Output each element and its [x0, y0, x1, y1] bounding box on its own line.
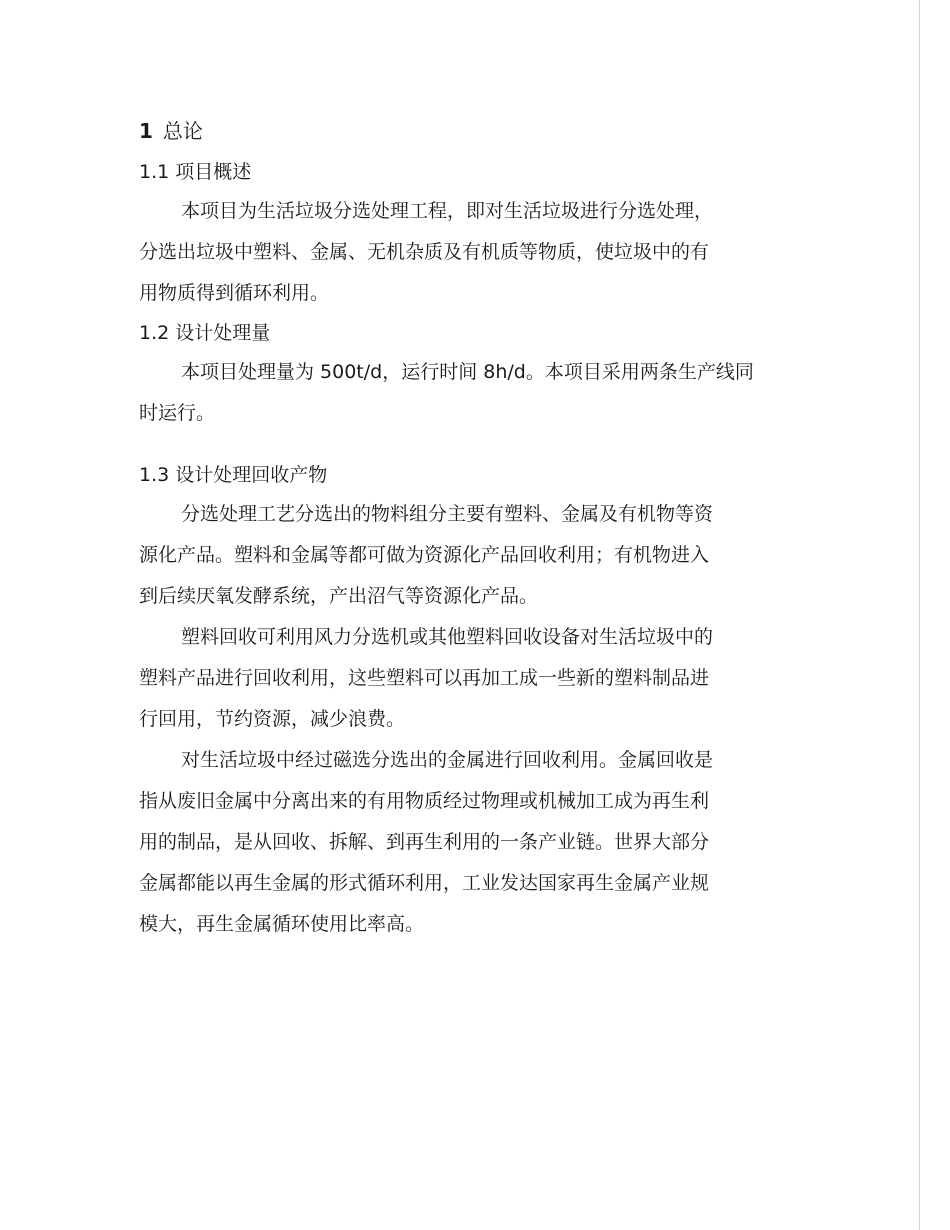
paragraph-line: 分选出垃圾中塑料、金属、无机杂质及有机质等物质，使垃圾中的有	[139, 241, 710, 263]
paragraph-line: 塑料回收可利用风力分选机或其他塑料回收设备对生活垃圾中的	[181, 626, 714, 648]
paragraph-line: 本项目为生活垃圾分选处理工程，即对生活垃圾进行分选处理，	[181, 200, 714, 222]
paragraph-line: 本项目处理量为 500t/d，运行时间 8h/d。本项目采用两条生产线同	[181, 361, 754, 383]
paragraph-project-overview	[139, 191, 819, 314]
chapter-number: 1	[139, 119, 153, 143]
document-body	[139, 113, 819, 945]
paragraph-line: 对生活垃圾中经过磁选分选出的金属进行回收利用。金属回收是	[181, 749, 714, 771]
paragraph-line: 用的制品，是从回收、拆解、到再生利用的一条产业链。世界大部分	[139, 831, 710, 853]
chapter-heading	[139, 113, 819, 149]
paragraph-line: 塑料产品进行回收利用，这些塑料可以再加工成一些新的塑料制品进	[139, 667, 710, 689]
paragraph-recovered-products	[139, 494, 819, 617]
paragraph-line: 用物质得到循环利用。	[139, 282, 330, 304]
paragraph-line: 指从废旧金属中分离出来的有用物质经过物理或机械加工成为再生利	[139, 790, 710, 812]
section-heading-1-1: 1.1 项目概述	[139, 161, 252, 183]
page-edge-divider	[919, 0, 920, 1230]
paragraph-line: 行回用，节约资源，减少浪费。	[139, 708, 406, 730]
paragraph-plastic-recycling	[139, 617, 819, 740]
paragraph-line: 分选处理工艺分选出的物料组分主要有塑料、金属及有机物等资	[181, 503, 714, 525]
paragraph-line: 到后续厌氧发酵系统，产出沼气等资源化产品。	[139, 585, 539, 607]
paragraph-line: 源化产品。塑料和金属等都可做为资源化产品回收利用；有机物进入	[139, 544, 710, 566]
paragraph-line: 时运行。	[139, 402, 216, 424]
paragraph-metal-recycling	[139, 740, 819, 945]
paragraph-line: 金属都能以再生金属的形式循环利用，工业发达国家再生金属产业规	[139, 872, 710, 894]
chapter-title: 总论	[162, 119, 203, 143]
section-heading-1-2: 1.2 设计处理量	[139, 322, 271, 344]
paragraph-line: 模大，再生金属循环使用比率高。	[139, 913, 425, 935]
paragraph-design-capacity	[139, 352, 819, 434]
section-heading-1-3: 1.3 设计处理回收产物	[139, 464, 328, 486]
